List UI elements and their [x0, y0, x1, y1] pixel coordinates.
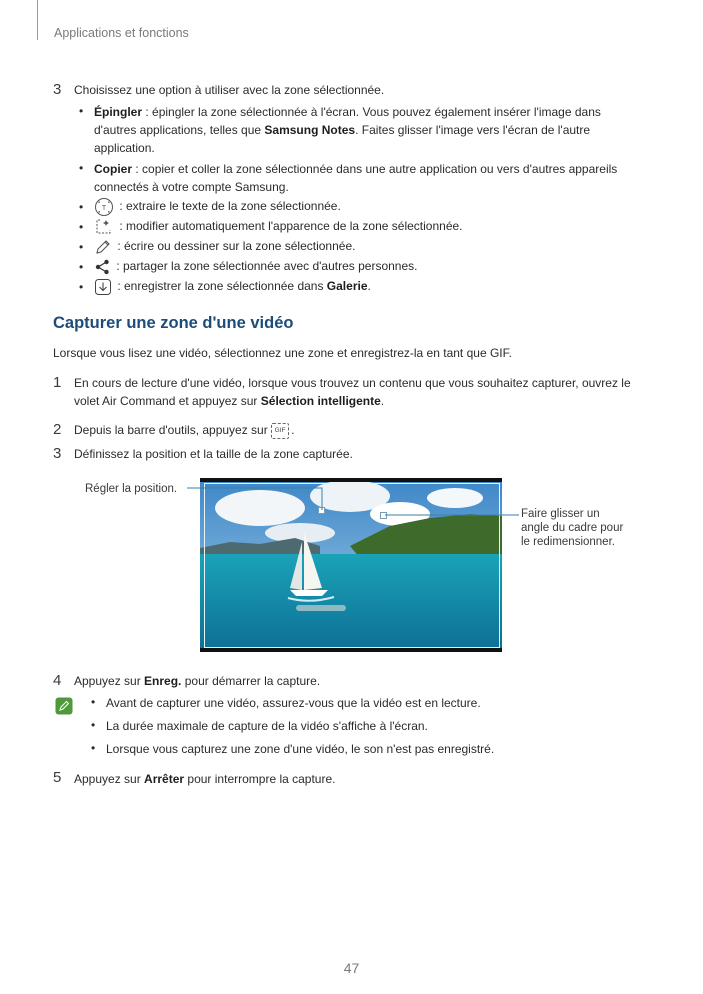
- step-number: 2: [53, 421, 62, 438]
- step-text: [74, 771, 335, 787]
- step-text: .: [291, 423, 295, 437]
- app-name: Samsung Notes: [264, 123, 356, 137]
- step-number: 4: [53, 672, 62, 689]
- bullet: •: [79, 260, 84, 274]
- app-name: Galerie: [326, 279, 368, 294]
- svg-text:T: T: [101, 205, 107, 212]
- bullet: •: [79, 280, 84, 294]
- callout-position: Régler la position.: [85, 483, 178, 495]
- step-text: [74, 673, 320, 689]
- option-text: : épingler la zone sélectionnée à l'écran. Vous pouvez également insérer l'image dans: [142, 105, 601, 119]
- option-text: : copier et coller la zone sélectionnée dans une autre application ou vers d'autres appareils: [132, 162, 618, 176]
- option-text: : enregistrer la zone sélectionnée dans: [114, 279, 327, 294]
- step-text: .: [380, 394, 385, 408]
- callout-resize-line1: Faire glisser un: [521, 508, 600, 520]
- page-number: 47: [343, 960, 360, 976]
- option-label: Copier: [94, 162, 133, 176]
- step-number: 1: [53, 374, 62, 391]
- step-text: Définissez la position et la taille de la zone capturée.: [74, 447, 353, 461]
- button-name: Enreg.: [144, 674, 182, 688]
- option-pin-line3: application.: [94, 141, 155, 155]
- bullet: •: [79, 161, 84, 175]
- option-text: .: [367, 279, 371, 294]
- option-text: : modifier automatiquement l'apparence de la zone sélectionnée.: [116, 219, 463, 234]
- button-name: Arrêter: [144, 772, 185, 786]
- note-text: Lorsque vous capturez une zone d'une vidéo, le son n'est pas enregistré.: [106, 742, 495, 756]
- option-text: : partager la zone sélectionnée avec d'autres personnes.: [113, 259, 418, 274]
- step-text: volet Air Command et appuyez sur: [74, 394, 261, 408]
- note-icon: [55, 697, 73, 715]
- section-title: Capturer une zone d'une vidéo: [53, 314, 294, 332]
- gif-icon: GIF: [271, 423, 289, 439]
- step-text: Depuis la barre d'outils, appuyez sur: [74, 423, 272, 437]
- step-text: pour interrompre la capture.: [184, 772, 336, 786]
- bullet: •: [79, 220, 84, 234]
- step-text: Appuyez sur: [74, 674, 145, 688]
- callout-resize-line3: le redimensionner.: [521, 536, 615, 548]
- note-text: La durée maximale de capture de la vidéo s'affiche à l'écran.: [106, 719, 428, 733]
- step-text: Appuyez sur: [74, 772, 145, 786]
- menu-name: Sélection intelligente: [260, 394, 381, 408]
- note-text: Avant de capturer une vidéo, assurez-vous que la vidéo est en lecture.: [106, 696, 481, 710]
- bullet: •: [79, 104, 84, 118]
- section-intro: Lorsque vous lisez une vidéo, sélectionnez une zone et enregistrez-la en tant que GIF.: [53, 346, 512, 360]
- option-text: . Faites glisser l'image vers l'écran de l'autre: [355, 123, 591, 137]
- step-number: 3: [53, 81, 62, 98]
- step-text: Choisissez une option à utiliser avec la zone sélectionnée.: [74, 83, 385, 97]
- step-text: En cours de lecture d'une vidéo, lorsque vous trouvez un contenu que vous souhaitez capturer, ouvrez le: [74, 376, 631, 390]
- step-text: pour démarrer la capture.: [181, 674, 321, 688]
- bullet: •: [91, 718, 96, 732]
- option-text: d'autres applications, telles que: [94, 123, 265, 137]
- bullet: •: [91, 741, 96, 755]
- step-number: 3: [53, 445, 62, 462]
- option-text: : extraire le texte de la zone sélectionnée.: [116, 199, 341, 214]
- bullet: •: [91, 695, 96, 709]
- option-text: : écrire ou dessiner sur la zone sélectionnée.: [114, 239, 356, 254]
- callout-resize-line2: angle du cadre pour: [521, 522, 624, 534]
- bullet: •: [79, 200, 84, 214]
- option-label: Épingler: [94, 105, 143, 119]
- bullet: •: [79, 240, 84, 254]
- option-copy-line2: connectés à votre compte Samsung.: [94, 180, 289, 194]
- header-title: Applications et fonctions: [54, 26, 189, 40]
- step-number: 5: [53, 769, 62, 786]
